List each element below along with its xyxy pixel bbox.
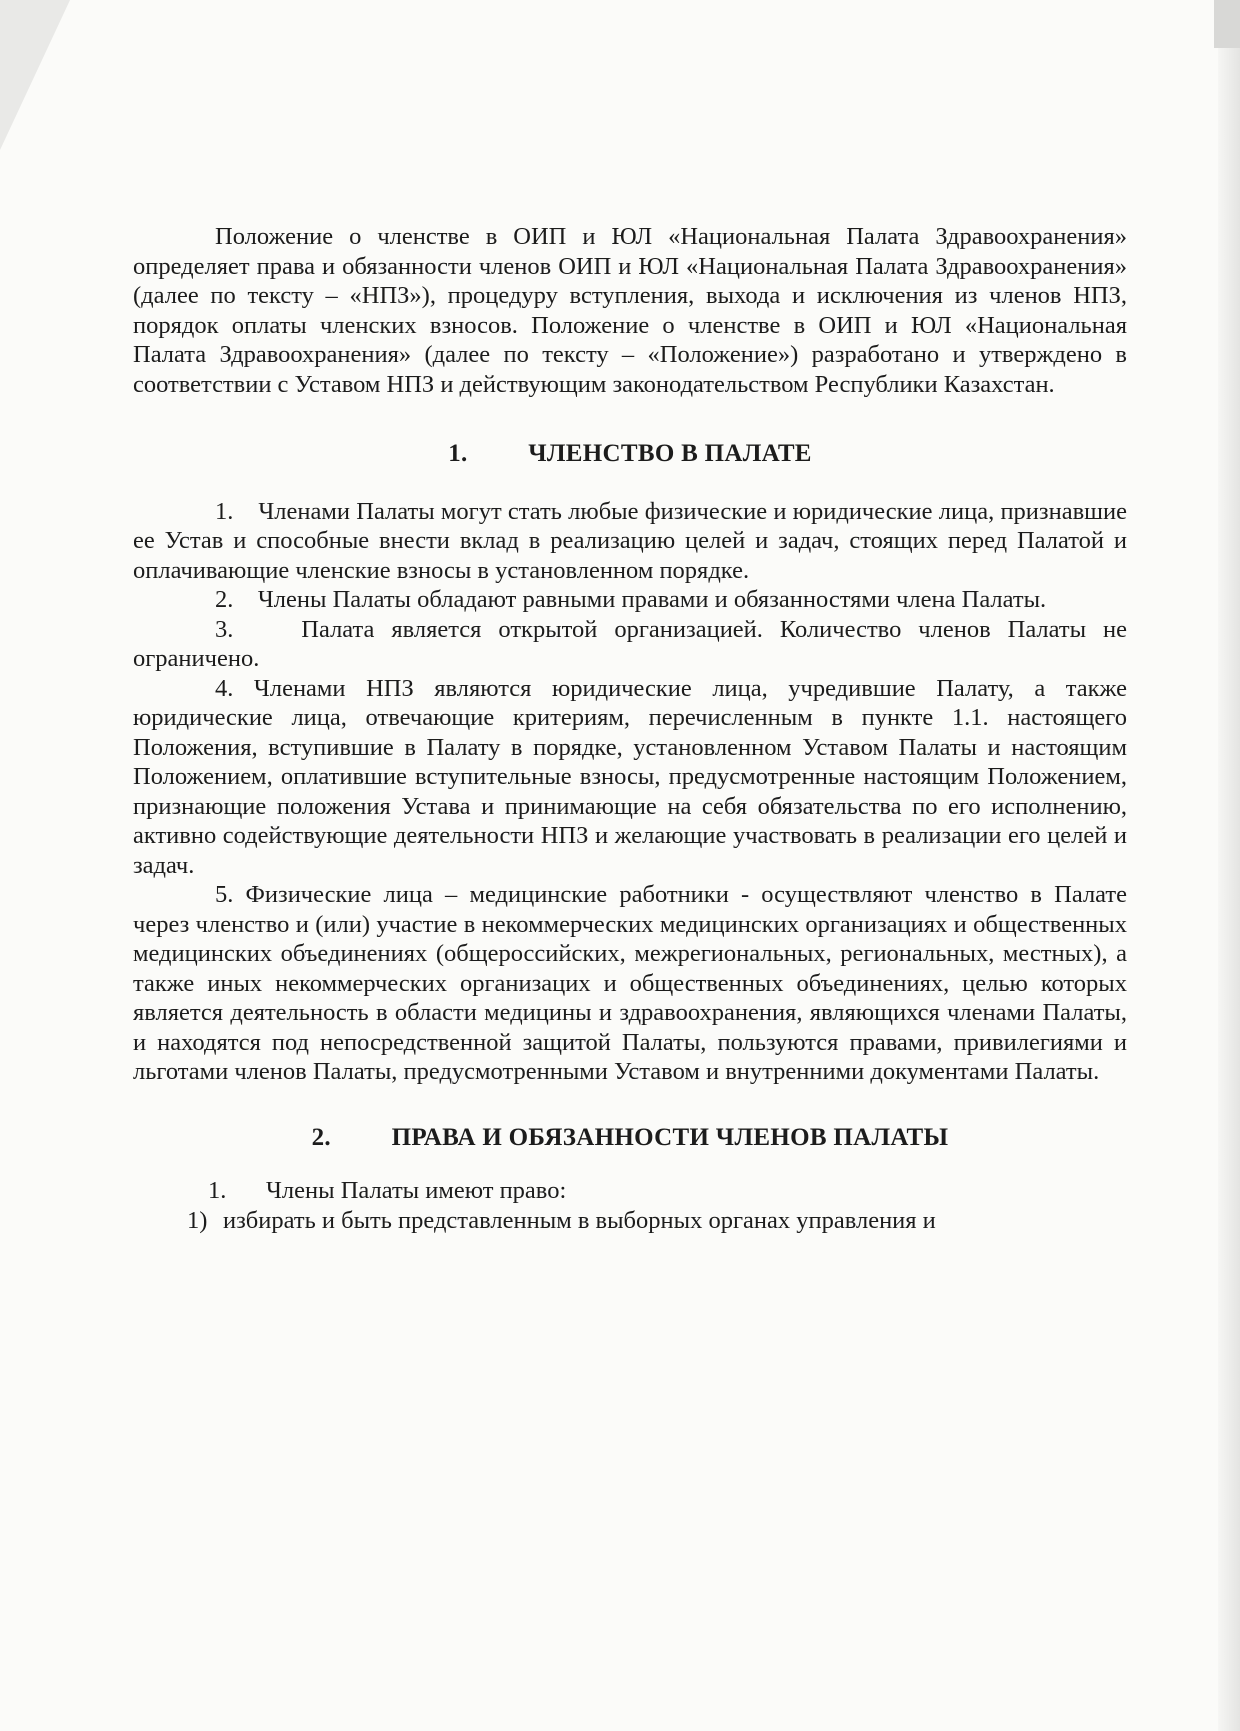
section-2-title: ПРАВА И ОБЯЗАННОСТИ ЧЛЕНОВ ПАЛАТЫ xyxy=(391,1123,949,1151)
section-1-item-4 xyxy=(133,674,1127,881)
section-2-item-1 xyxy=(133,1176,1127,1206)
item-number: 4. xyxy=(215,674,234,702)
item-text: Физические лица – медицинские работники - осуществляют членство в Палате через членство и (или) участие в некоммерческих медицинских организациях и общественных медицинских объединениях (общероссийских, межрегиональных, региональных, местных), а также иных некоммерческих организацих и общественных объединениях, целью которых является деятельность в области медицины и здравоохранения, являющихся членами Палаты, и находятся под непосредственной защитой Палаты, пользуются правами, привилегиями и льготами членов Палаты, предусмотренными Уставом и внутренними документами Палаты. xyxy=(133,881,1127,1085)
section-1-number: 1. xyxy=(448,440,468,467)
item-text: Членами Палаты могут стать любые физические и юридические лица, признавшие ее Устав и способные внести вклад в реализацию целей и задач, стоящих перед Палатой и оплачивающие членские взносы в установленном порядке. xyxy=(133,497,1128,584)
section-2-number: 2. xyxy=(311,1123,331,1151)
section-1-title: ЧЛЕНСТВО В ПАЛАТЕ xyxy=(528,440,812,467)
folded-corner xyxy=(0,0,70,150)
intro-paragraph: Положение о членстве в ОИП и ЮЛ «Национальная Палата Здравоохранения» определяет права и обязанности членов ОИП и ЮЛ «Национальная Палата Здравоохранения» (далее по тексту – «НПЗ»), процедуру вступления, выхода и исключения из членов НПЗ, порядок оплаты членских взносов. Положение о членстве в ОИП и ЮЛ «Национальная Палата Здравоохранения» (далее по тексту – «Положение») разработано и утверждено в соответствии с Уставом НПЗ и действующим законодательством Республики Казахстан. xyxy=(133,223,1127,398)
item-text: избирать и быть представленным в выборных органах управления и xyxy=(223,1206,936,1234)
item-text: Члены Палаты имеют право: xyxy=(266,1177,567,1204)
section-1-item-5 xyxy=(133,880,1127,1087)
item-number: 5. xyxy=(215,881,234,908)
item-number: 3. xyxy=(215,615,234,643)
item-number: 2. xyxy=(215,586,234,613)
item-text: Члены Палаты обладают равными правами и обязанностями члена Палаты. xyxy=(257,586,1047,613)
section-1-heading xyxy=(133,439,1127,469)
item-number: 1) xyxy=(187,1206,208,1234)
item-text: Членами НПЗ являются юридические лица, учредившие Палату, а также юридические лица, отвечающие критериям, перечисленным в пункте 1.1. настоящего Положения, вступившие в Палату в порядке, установленном Уставом Палаты и настоящим Положением, оплатившие вступительные взносы, предусмотренные настоящим Положением, признающие положения Устава и принимающие на себя обязательства по его исполнению, активно содействующие деятельности НПЗ и желающие участвовать в реализации его целей и задач. xyxy=(133,674,1127,879)
section-1-item-3 xyxy=(133,615,1127,674)
item-text: Палата является открытой организацией. Количество членов Палаты не ограничено. xyxy=(133,615,1128,672)
section-2-subitem-1 xyxy=(133,1206,1127,1236)
page-edge-shadow xyxy=(1218,0,1240,1731)
section-1-item-1 xyxy=(133,497,1127,586)
section-1-item-2 xyxy=(133,585,1127,615)
item-number: 1. xyxy=(215,497,234,525)
page-edge-shadow-top xyxy=(1214,0,1240,48)
document-body xyxy=(133,222,1127,1235)
item-number: 1. xyxy=(208,1177,227,1204)
section-2-heading xyxy=(133,1123,1127,1153)
